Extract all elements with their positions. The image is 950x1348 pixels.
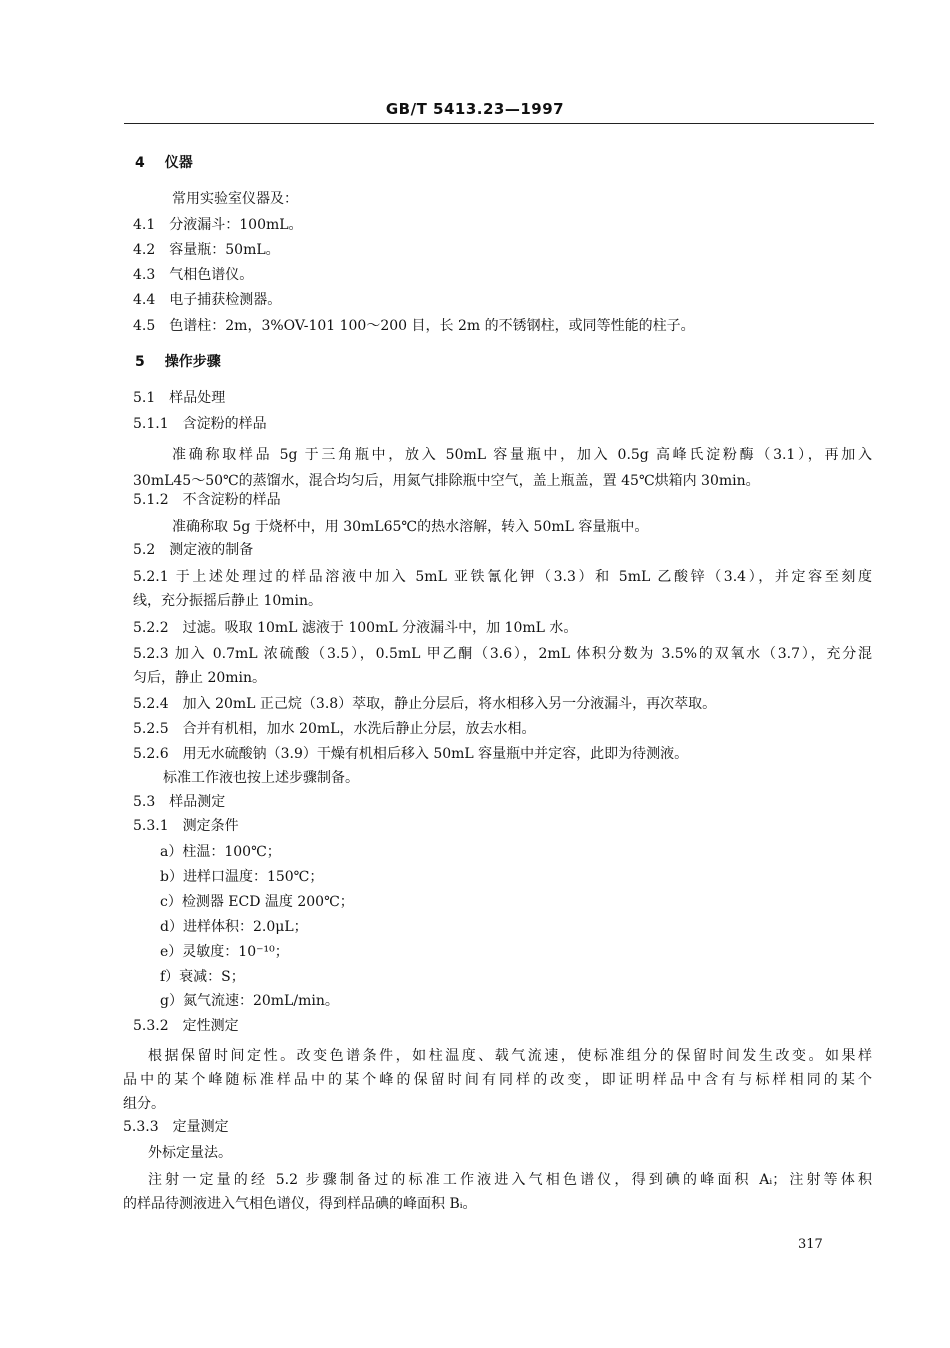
clause-5-2-4: 5.2.4 加入 20mL 正己烷（3.8）萃取，静止分层后，将水相移入另一分液漏斗，再次萃取。 xyxy=(133,696,717,712)
section-title: 操作步骤 xyxy=(164,354,221,370)
section-title: 仪器 xyxy=(164,155,193,171)
condition-item: b）进样口温度：150℃； xyxy=(160,869,324,885)
section-5-heading xyxy=(135,352,221,372)
clause-5-2-1-line1: 5.2.1 于上述处理过的样品溶液中加入 5mL 亚铁氰化钾（3.3）和 5mL 乙酸锌（3.4），并定容至刻度 xyxy=(133,569,872,585)
clause-5-3-2-line2: 品中的某个峰随标准样品中的某个峰的保留时间有同样的改变，即证明样品中含有与标样相同的某个 xyxy=(123,1072,872,1088)
clause-4-2: 4.2 容量瓶：50mL。 xyxy=(133,242,280,258)
clause-5-2-5: 5.2.5 合并有机相，加水 20mL，水洗后静止分层，放去水相。 xyxy=(133,721,536,737)
clause-5-2-1-line2: 线，充分振摇后静止 10min。 xyxy=(133,593,323,609)
clause-5-2-6: 5.2.6 用无水硫酸钠（3.9）干燥有机相后移入 50mL 容量瓶中并定容，此即为待测液。 xyxy=(133,746,689,762)
clause-5-3: 5.3 样品测定 xyxy=(133,794,226,810)
clause-5-2-6-note: 标准工作液也按上述步骤制备。 xyxy=(163,770,359,786)
clause-5-3-3-line2: 的样品待测液进入气相色谱仪，得到样品碘的峰面积 Bᵢ。 xyxy=(123,1196,477,1212)
clause-5-3-3-method: 外标定量法。 xyxy=(148,1145,232,1161)
condition-item: c）检测器 ECD 温度 200℃； xyxy=(160,894,354,910)
clause-5-3-3-line1: 注射一定量的经 5.2 步骤制备过的标准工作液进入气相色谱仪，得到碘的峰面积 Aᵢ；注射等体积 xyxy=(148,1172,872,1188)
clause-5-2: 5.2 测定液的制备 xyxy=(133,542,254,558)
clause-5-2-3-line1: 5.2.3 加入 0.7mL 浓硫酸（3.5），0.5mL 甲乙酮（3.6），2mL 体积分数为 3.5%的双氧水（3.7），充分混 xyxy=(133,646,873,662)
clause-4-4: 4.4 电子捕获检测器。 xyxy=(133,292,282,308)
clause-4-1: 4.1 分液漏斗：100mL。 xyxy=(133,217,303,233)
clause-5-2-2: 5.2.2 过滤。吸取 10mL 滤液于 100mL 分液漏斗中，加 10mL 水。 xyxy=(133,620,578,636)
section-4-intro: 常用实验室仪器及： xyxy=(172,191,298,207)
clause-5-1-2-para: 准确称取 5g 于烧杯中，用 30mL65℃的热水溶解，转入 50mL 容量瓶中。 xyxy=(172,519,649,535)
clause-5-3-3: 5.3.3 定量测定 xyxy=(123,1119,229,1135)
page-number: 317 xyxy=(798,1237,823,1252)
clause-5-3-2: 5.3.2 定性测定 xyxy=(133,1018,239,1034)
clause-4-5: 4.5 色谱柱：2m，3%OV-101 100～200 目，长 2m 的不锈钢柱，或同等性能的柱子。 xyxy=(133,318,695,334)
clause-5-1-1-para-line1: 准确称取样品 5g 于三角瓶中，放入 50mL 容量瓶中，加入 0.5g 高峰氏淀粉酶（3.1），再加入 xyxy=(172,447,872,463)
clause-5-1-1-para-line2: 30mL45～50℃的蒸馏水，混合均匀后，用氮气排除瓶中空气，盖上瓶盖，置 45℃烘箱内 30min。 xyxy=(133,473,760,489)
section-4-heading xyxy=(135,153,193,173)
condition-item: e）灵敏度：10⁻¹⁰； xyxy=(160,944,289,960)
header-rule xyxy=(124,123,874,124)
standard-code-header: GB/T 5413.23—1997 xyxy=(385,100,565,118)
clause-5-3-1: 5.3.1 测定条件 xyxy=(133,818,239,834)
clause-5-1: 5.1 样品处理 xyxy=(133,390,226,406)
condition-item: f）衰减：S； xyxy=(160,969,245,985)
condition-item: d）进样体积：2.0μL； xyxy=(160,919,308,935)
clause-4-3: 4.3 气相色谱仪。 xyxy=(133,267,254,283)
clause-5-2-3-line2: 匀后，静止 20min。 xyxy=(133,670,267,686)
section-number: 5 xyxy=(135,354,145,370)
clause-5-1-1: 5.1.1 含淀粉的样品 xyxy=(133,416,267,432)
clause-5-1-2: 5.1.2 不含淀粉的样品 xyxy=(133,492,281,508)
condition-item: a）柱温：100℃； xyxy=(160,844,281,860)
condition-item: g）氮气流速：20mL/min。 xyxy=(160,993,339,1009)
clause-5-3-2-line3: 组分。 xyxy=(123,1096,165,1112)
clause-5-3-2-line1: 根据保留时间定性。改变色谱条件，如柱温度、载气流速，使标准组分的保留时间发生改变。如果样 xyxy=(148,1048,872,1064)
section-number: 4 xyxy=(135,155,145,171)
